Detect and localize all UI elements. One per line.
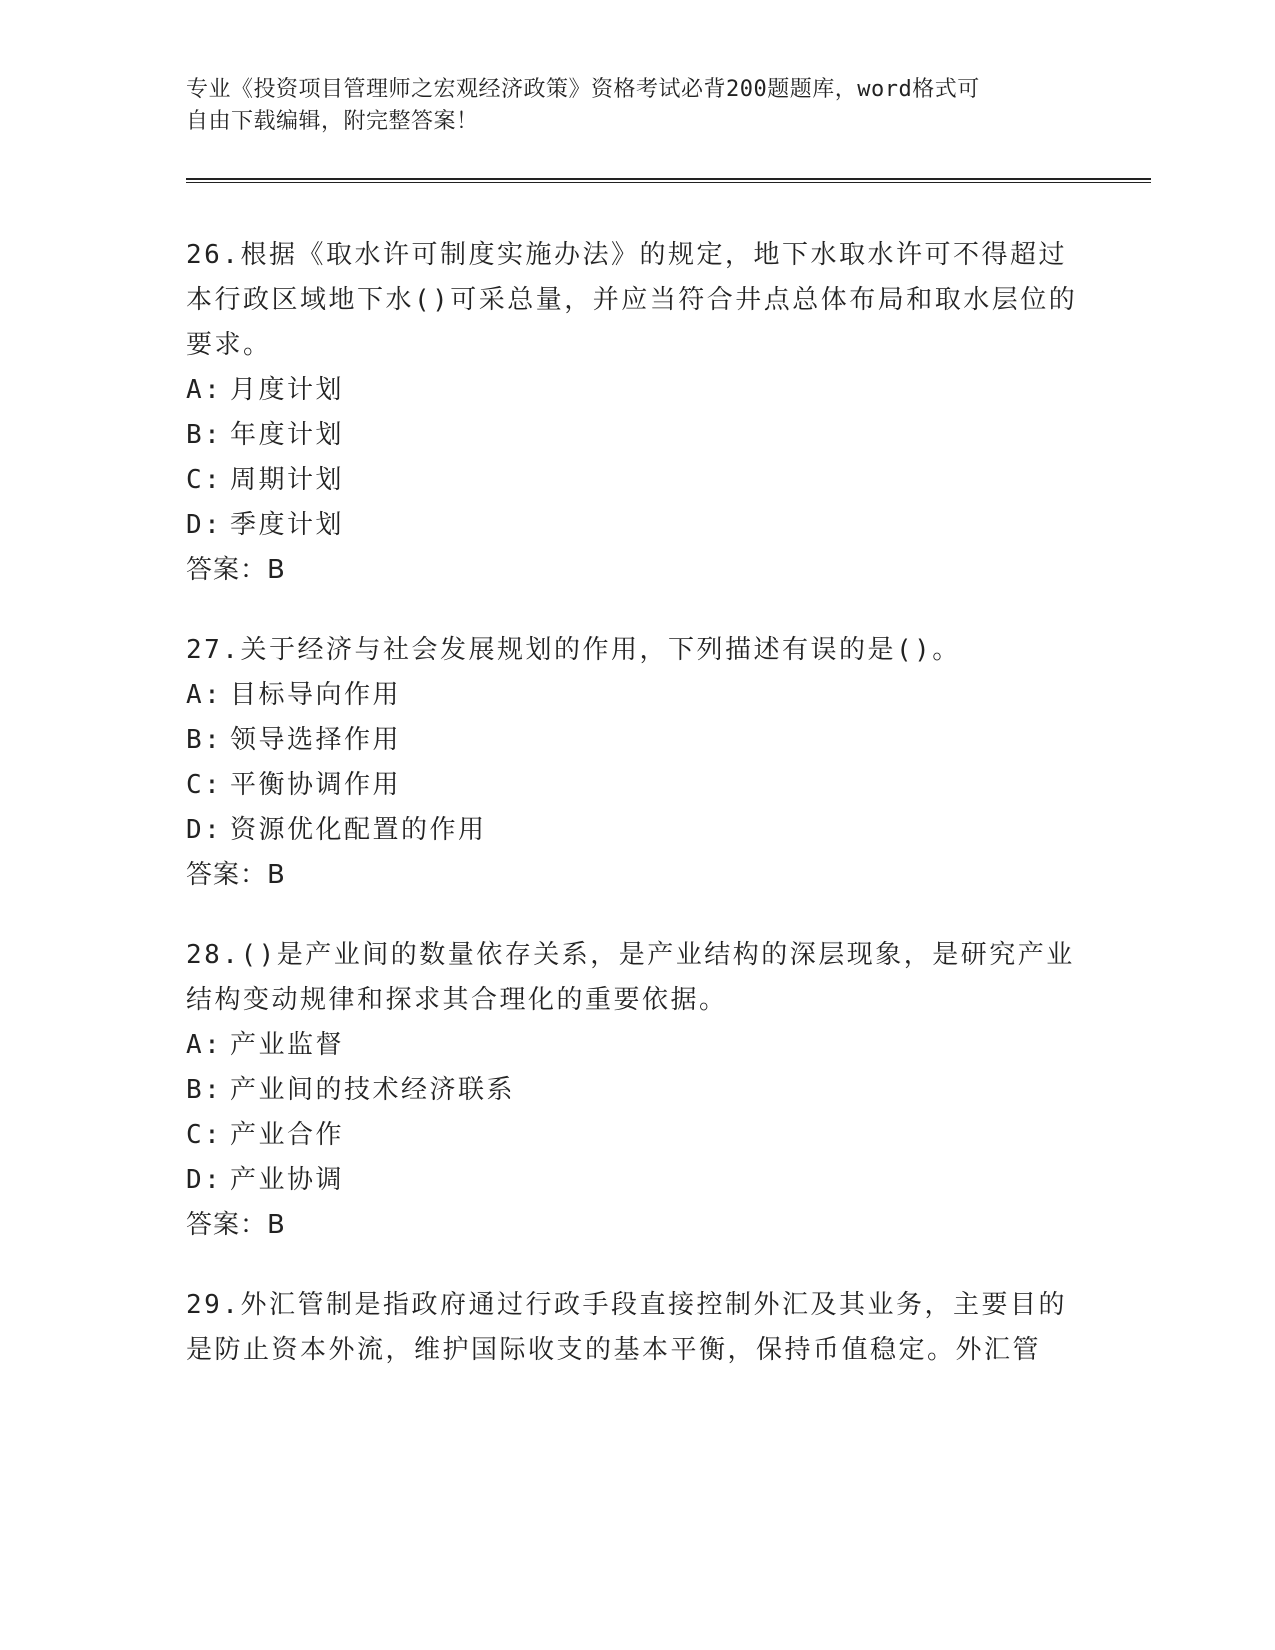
option-a <box>186 1023 1086 1068</box>
option-b <box>186 718 1086 763</box>
option-c <box>186 1113 1086 1158</box>
option-text: 周期计划 <box>230 465 345 495</box>
question-26 <box>186 233 1086 593</box>
option-d <box>186 808 1086 853</box>
option-text: 产业合作 <box>230 1120 345 1150</box>
option-c <box>186 458 1086 503</box>
question-27 <box>186 628 1086 898</box>
option-b <box>186 1068 1086 1113</box>
option-text: 年度计划 <box>230 420 345 450</box>
header-line-1: 专业《投资项目管理师之宏观经济政策》资格考试必背200题题库，word格式可 <box>186 77 980 102</box>
question-29 <box>186 1283 1086 1373</box>
option-letter: D: <box>186 815 223 845</box>
option-d <box>186 1158 1086 1203</box>
option-list <box>186 673 1086 853</box>
option-letter: C: <box>186 1120 223 1150</box>
option-text: 平衡协调作用 <box>230 770 402 800</box>
answer-line: 答案：B <box>186 555 286 585</box>
option-letter: A: <box>186 1030 223 1060</box>
question-stem: 29.外汇管制是指政府通过行政手段直接控制外汇及其业务，主要目的是防止资本外流，维护国际收支的基本平衡，保持币值稳定。外汇管 <box>186 1290 1067 1365</box>
question-list <box>186 233 1086 1408</box>
option-letter: A: <box>186 680 223 710</box>
option-b <box>186 413 1086 458</box>
option-text: 产业间的技术经济联系 <box>230 1075 516 1105</box>
option-text: 领导选择作用 <box>230 725 402 755</box>
option-text: 资源优化配置的作用 <box>230 815 487 845</box>
question-28 <box>186 933 1086 1248</box>
option-letter: D: <box>186 510 223 540</box>
option-text: 季度计划 <box>230 510 345 540</box>
document-header <box>186 74 1066 138</box>
option-letter: B: <box>186 420 223 450</box>
answer-line: 答案：B <box>186 860 286 890</box>
option-text: 产业协调 <box>230 1165 345 1195</box>
option-letter: D: <box>186 1165 223 1195</box>
answer-line: 答案：B <box>186 1210 286 1240</box>
question-stem: 26.根据《取水许可制度实施办法》的规定，地下水取水许可不得超过本行政区域地下水()可采总量，并应当符合井点总体布局和取水层位的要求。 <box>186 240 1078 360</box>
option-list <box>186 368 1086 548</box>
option-a <box>186 368 1086 413</box>
option-letter: A: <box>186 375 223 405</box>
header-line-2: 自由下载编辑，附完整答案！ <box>186 109 479 134</box>
question-stem: 27.关于经济与社会发展规划的作用，下列描述有误的是()。 <box>186 635 961 665</box>
option-d <box>186 503 1086 548</box>
option-text: 月度计划 <box>230 375 345 405</box>
option-text: 产业监督 <box>230 1030 345 1060</box>
option-a <box>186 673 1086 718</box>
option-letter: C: <box>186 770 223 800</box>
option-c <box>186 763 1086 808</box>
option-list <box>186 1023 1086 1203</box>
header-divider <box>186 178 1151 183</box>
option-text: 目标导向作用 <box>230 680 402 710</box>
option-letter: B: <box>186 1075 223 1105</box>
option-letter: B: <box>186 725 223 755</box>
option-letter: C: <box>186 465 223 495</box>
question-stem: 28.()是产业间的数量依存关系，是产业结构的深层现象，是研究产业结构变动规律和探求其合理化的重要依据。 <box>186 940 1075 1015</box>
